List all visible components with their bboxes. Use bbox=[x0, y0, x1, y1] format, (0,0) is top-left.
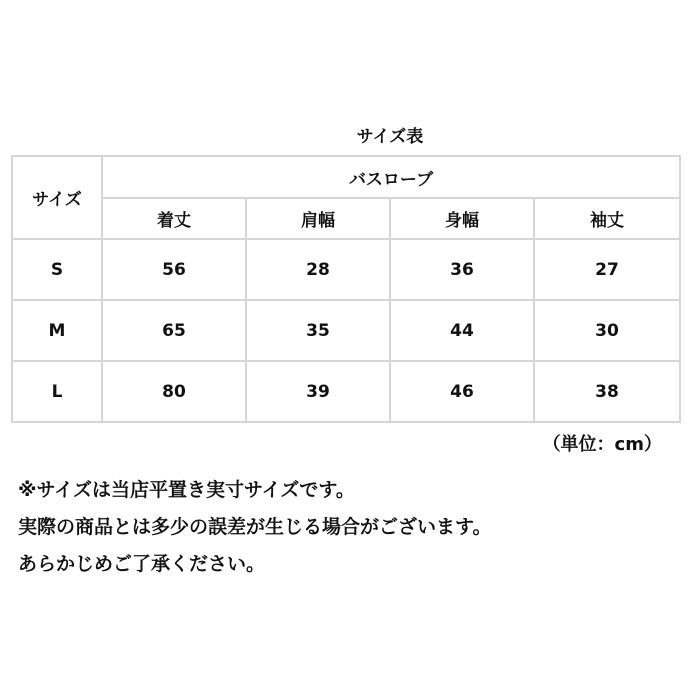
table-row bbox=[12, 361, 680, 422]
note-line: 実際の商品とは多少の誤差が生じる場合がございます。 bbox=[18, 516, 492, 538]
note-line: あらかじめご了承ください。 bbox=[18, 553, 266, 575]
size-table bbox=[11, 155, 681, 423]
size-row-header: サイズ bbox=[12, 156, 102, 239]
table-cell: 28 bbox=[246, 239, 390, 300]
column-header: 袖丈 bbox=[534, 198, 680, 239]
note-line: ※サイズは当店平置き実寸サイズです。 bbox=[18, 479, 355, 501]
unit-label: （単位：cm） bbox=[542, 434, 662, 455]
table-cell: 39 bbox=[246, 361, 390, 422]
notes bbox=[18, 472, 688, 583]
table-cell: 56 bbox=[102, 239, 246, 300]
size-label: L bbox=[12, 361, 102, 422]
table-header-row bbox=[12, 156, 680, 198]
size-label: S bbox=[12, 239, 102, 300]
column-header-row bbox=[12, 198, 680, 239]
table-cell: 30 bbox=[534, 300, 680, 361]
table-cell: 46 bbox=[390, 361, 534, 422]
column-header: 着丈 bbox=[102, 198, 246, 239]
table-cell: 44 bbox=[390, 300, 534, 361]
table-cell: 38 bbox=[534, 361, 680, 422]
size-label: M bbox=[12, 300, 102, 361]
table-row bbox=[12, 300, 680, 361]
table-cell: 35 bbox=[246, 300, 390, 361]
column-header: 肩幅 bbox=[246, 198, 390, 239]
table-cell: 65 bbox=[102, 300, 246, 361]
table-row bbox=[12, 239, 680, 300]
table-cell: 27 bbox=[534, 239, 680, 300]
page-title: サイズ表 bbox=[356, 127, 424, 147]
group-header-bathrobe: バスローブ bbox=[102, 156, 680, 198]
table-cell: 36 bbox=[390, 239, 534, 300]
column-header: 身幅 bbox=[390, 198, 534, 239]
table-cell: 80 bbox=[102, 361, 246, 422]
